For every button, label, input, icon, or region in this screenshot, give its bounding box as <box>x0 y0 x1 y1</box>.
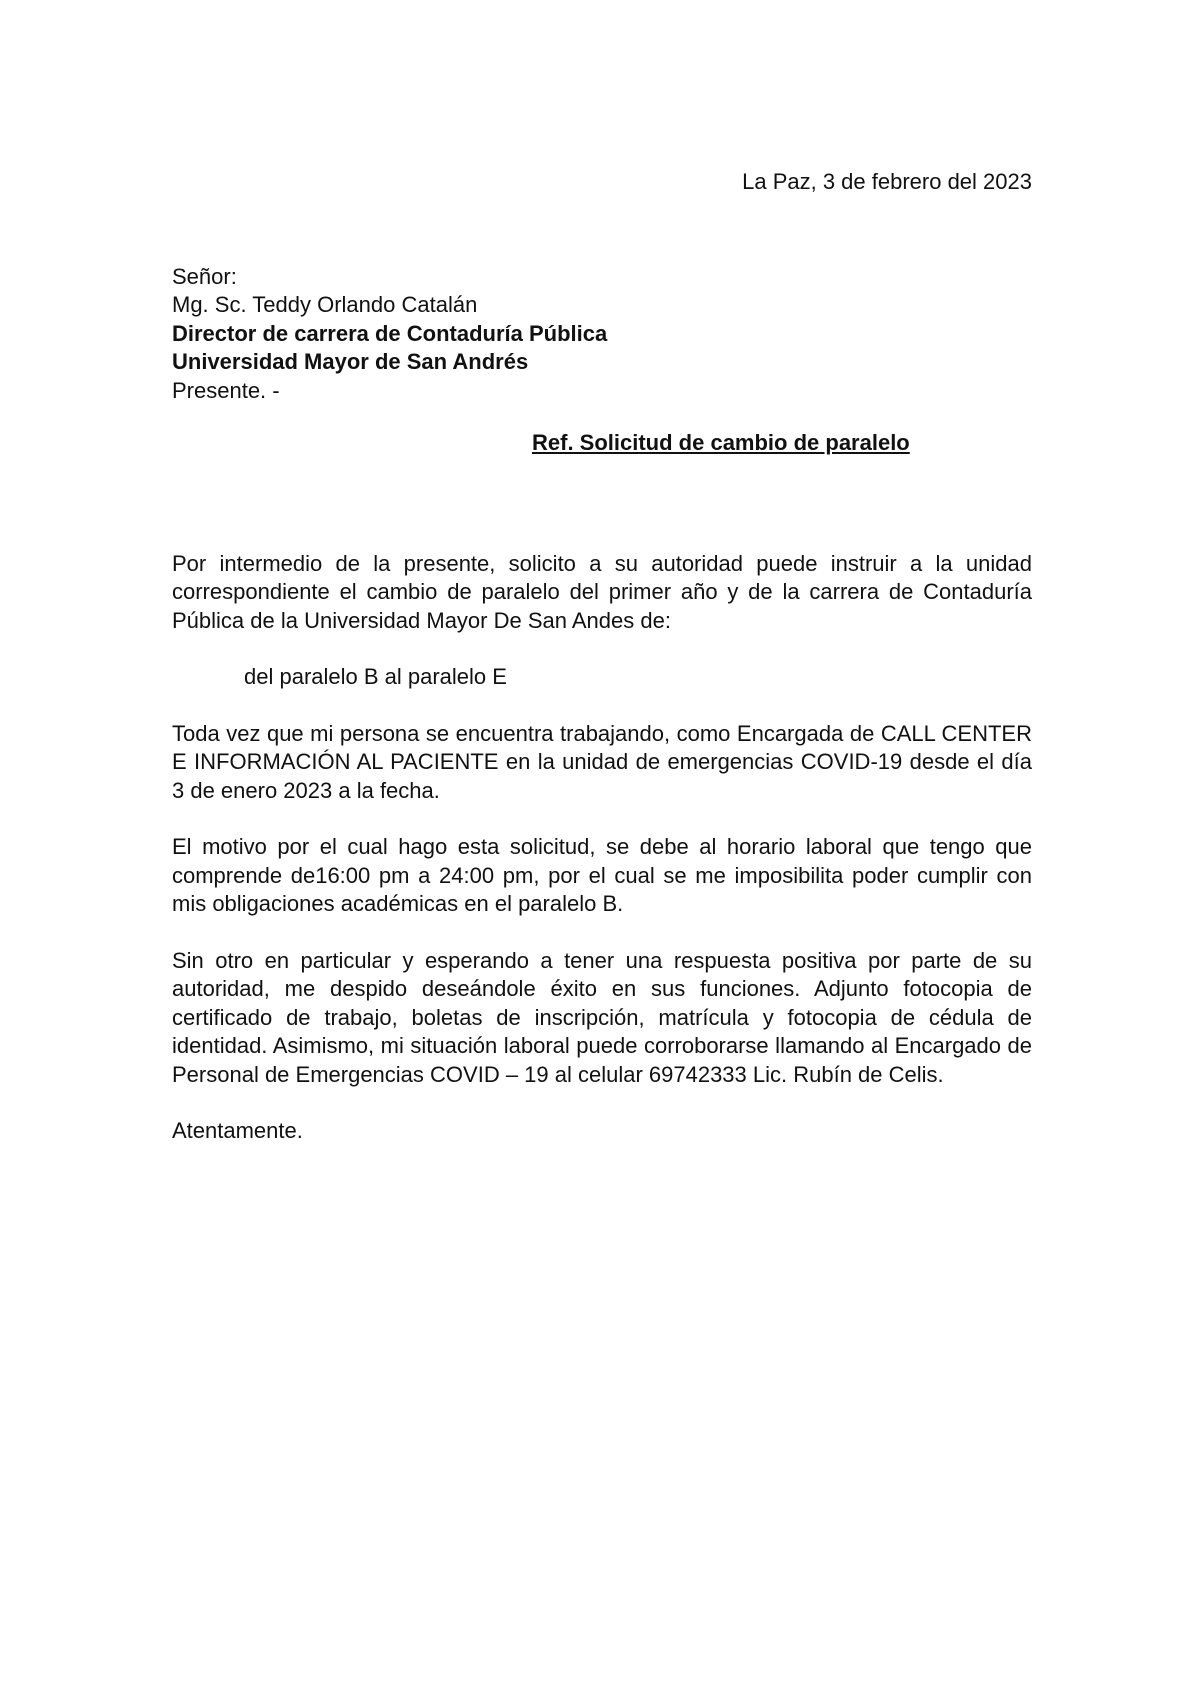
letter-body <box>172 168 1032 1146</box>
paragraph-change: del paralelo B al paralelo E <box>244 664 507 689</box>
paragraph-reason: El motivo por el cual hago esta solicitud, se debe al horario laboral que tengo que comprende de16:00 pm a 24:00 pm, por el cual se me imposibilita poder cumplir con mis obligaciones académicas en el paralelo B. <box>172 834 1032 916</box>
letter-closing: Atentamente. <box>172 1118 303 1143</box>
paragraph-request: Por intermedio de la presente, solicito a su autoridad puede instruir a la unidad correspondiente el cambio de paralelo del primer año y de la carrera de Contaduría Pública de la Universidad Mayor De San Andes de: <box>172 550 1032 633</box>
letter-date: La Paz, 3 de febrero del 2023 <box>742 169 1032 194</box>
paragraph-closing-remarks: Sin otro en particular y esperando a tener una respuesta positiva por parte de su autoridad, me despido deseándole éxito en sus funciones. Adjunto fotocopia de certificado de trabajo, boletas de inscripción, matrícula y fotocopia de cédula de identidad. Asimismo, mi situación laboral puede corroborarse llamando al Encargado de Personal de Emergencias COVID – 19 al celular 69742333 Lic. Rubín de Celis. <box>172 947 1032 1087</box>
recipient-institution: Universidad Mayor de San Andrés <box>172 349 529 374</box>
recipient-position: Director de carrera de Contaduría Pública <box>172 320 608 346</box>
recipient-name: Mg. Sc. Teddy Orlando Catalán <box>172 292 478 317</box>
paragraph-employment: Toda vez que mi persona se encuentra trabajando, como Encargada de CALL CENTER E INFORMACIÓN AL PACIENTE en la unidad de emergencias COVID-19 desde el día 3 de enero 2023 a la fecha. <box>172 720 1032 803</box>
recipient-block <box>172 263 1032 406</box>
recipient-presente: Presente. - <box>172 377 280 403</box>
reference-line: Ref. Solicitud de cambio de paralelo <box>532 430 910 455</box>
recipient-salutation: Señor: <box>172 263 237 289</box>
